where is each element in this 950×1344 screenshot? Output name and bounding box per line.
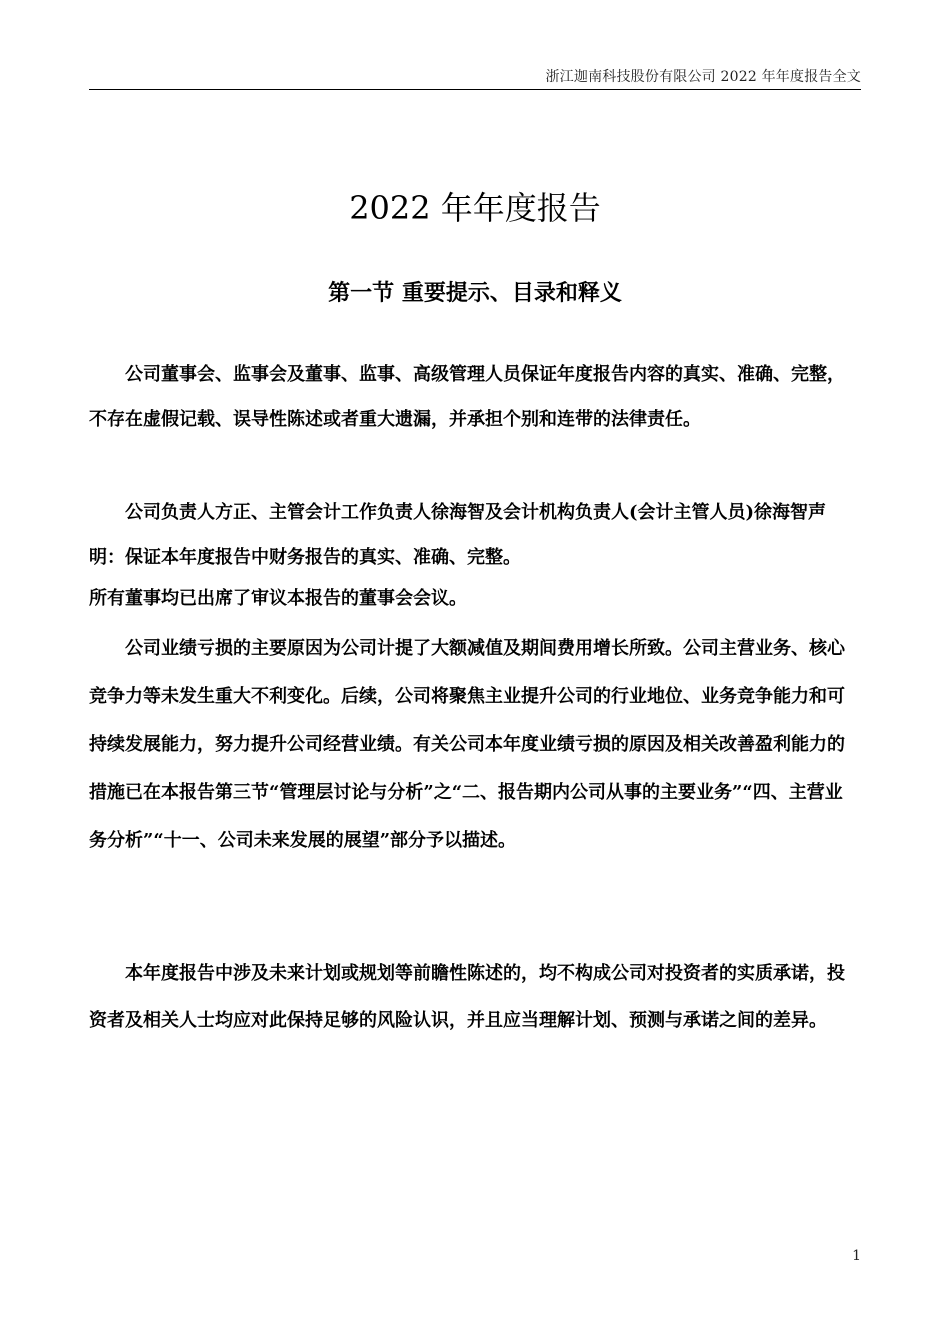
paragraph-forward-looking: 本年度报告中涉及未来计划或规划等前瞻性陈述的，均不构成公司对投资者的实质承诺，投资者及相关人士均应对此保持足够的风险认识，并且应当理解计划、预测与承诺之间的差异。 [89,963,845,1031]
running-header: 浙江迦南科技股份有限公司 2022 年年度报告全文 [545,69,861,85]
paragraph-loss-explanation: 公司业绩亏损的主要原因为公司计提了大额减值及期间费用增长所致。公司主营业务、核心竞争力等未发生重大不利变化。后续，公司将聚焦主业提升公司的行业地位、业务竞争能力和可持续发展能力，努力提升公司经营业绩。有关公司本年度业绩亏损的原因及相关改善盈利能力的措施已在本报告第三节“管理层讨论与分析”之“二、报告期内公司从事的主要业务”“四、主营业务分析”“十一、公司未来发展的展望”部分予以描述。 [89,638,845,851]
section-title: 第一节 重要提示、目录和释义 [328,280,622,306]
paragraph-directors-attendance: 所有董事均已出席了审议本报告的董事会会议。 [89,588,467,609]
document-title: 2022 年年度报告 [349,189,601,227]
header-rule [89,89,861,90]
paragraph-responsible-persons: 公司负责人方正、主管会计工作负责人徐海智及会计机构负责人(会计主管人员)徐海智声明：保证本年度报告中财务报告的真实、准确、完整。 [89,502,827,568]
paragraph-board-guarantee: 公司董事会、监事会及董事、监事、高级管理人员保证年度报告内容的真实、准确、完整，不存在虚假记载、误导性陈述或者重大遗漏，并承担个别和连带的法律责任。 [89,364,845,430]
page-number: 1 [852,1248,861,1264]
